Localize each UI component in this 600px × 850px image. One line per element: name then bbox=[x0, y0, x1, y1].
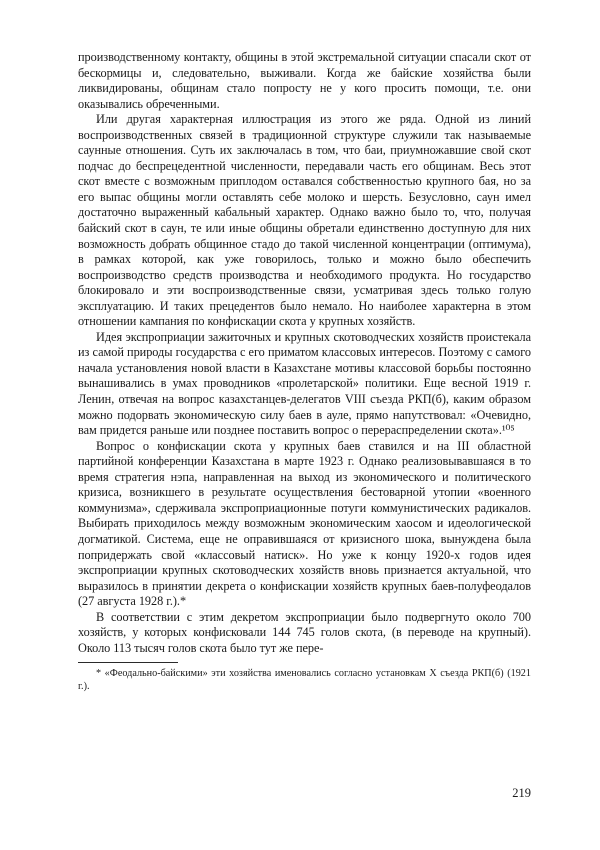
book-page bbox=[78, 50, 531, 830]
footnote: * «Феодально-байскими» эти хозяйства именовались согласно установкам X съезда РКП(б) (1921 г.). bbox=[78, 668, 531, 693]
paragraph-1: производственному контакту, общины в этой экстремальной ситуации спасали скот от бескормицы и, следовательно, выживали. Когда же байские хозяйства были ликвидированы, общинам стало попросту не у кого просить помощи, т.е. они оказывались обреченными. bbox=[78, 50, 531, 111]
paragraph-2: Или другая характерная иллюстрация из этого же ряда. Одной из линий воспроизводственных связей в традиционной структуре служили так называемые саунные отношения. Суть их заключалась в том, что баи, приумножавшие свой скот подчас до беспрецедентной численности, передавали часть его общинам. Весь этот скот вместе с возможным приплодом оставался собственностью крупного бая, но за его выпас общины могли оставлять себе молоко и шерсть. Безусловно, саун имел достаточно выраженный кабальный характер. Однако важно было то, что, получая байский скот в саун, те или иные общины обретали единственно доступную для них возможность добрать общинное стадо до такой численной концентрации (оптимума), в рамках которой, как уже говорилось, только и можно было обеспечить воспроизводство средств производства и необходимого продукта. Но государство блокировало и эти воспроизводственные связи, усматривая здесь только голую эксплуатацию. И таких прецедентов было немало. Но наиболее характерна в этом отношении кампания по конфискации скота у крупных хозяйств. bbox=[78, 112, 531, 329]
page-number: 219 bbox=[512, 786, 531, 800]
paragraph-5: В соответствии с этим декретом экспроприации было подвергнуто около 700 хозяйств, у которых конфисковали 144 745 голов скота, (в переводе на крупный). Около 113 тысяч голов скота было тут же пере- bbox=[78, 609, 531, 655]
paragraph-4: Вопрос о конфискации скота у крупных баев ставился и на III областной партийной конференции Казахстана в марте 1923 г. Однако реализовывавшаяся в то время стратегия нэпа, направленная на выход из экономического и политического кризиса, возникшего в результате осуществления бестоварной утопии «военного коммунизма», сдерживала экспроприационные потуги коммунистических радикалов. Выбирать приходилось между возможным экономическим хаосом и идеологической догматикой. Система, еще не оправившаяся от кризисного шока, вынуждена была попридержать свой «классовый натиск». Но уже к концу 1920-х годов идея экспроприации крупных скотоводческих хозяйств вновь признается актуальной, что выразилось в принятии декрета о конфискации хозяйств крупных баев-полуфеодалов (27 августа 1928 г.).* bbox=[78, 438, 531, 609]
paragraph-3: Идея экспроприации зажиточных и крупных скотоводческих хозяйств проистекала из самой природы государства с его приматом классовых интересов. Поэтому с самого начала установления новой власти в Казахстане мотивы классовой борьбы постоянно вынашивались в умах проводников «пролетарской» политики. Еще весной 1919 г. Ленин, отвечая на вопрос казахстанцев-делегатов VIII съезда РКП(б), каким образом можно подорвать экономическую силу баев в ауле, прямо напутствовал: «Очевидно, вам придется раньше или позднее поставить вопрос о перераспределении скота».¹⁰⁵ bbox=[78, 329, 531, 438]
footnote-divider bbox=[78, 662, 178, 663]
